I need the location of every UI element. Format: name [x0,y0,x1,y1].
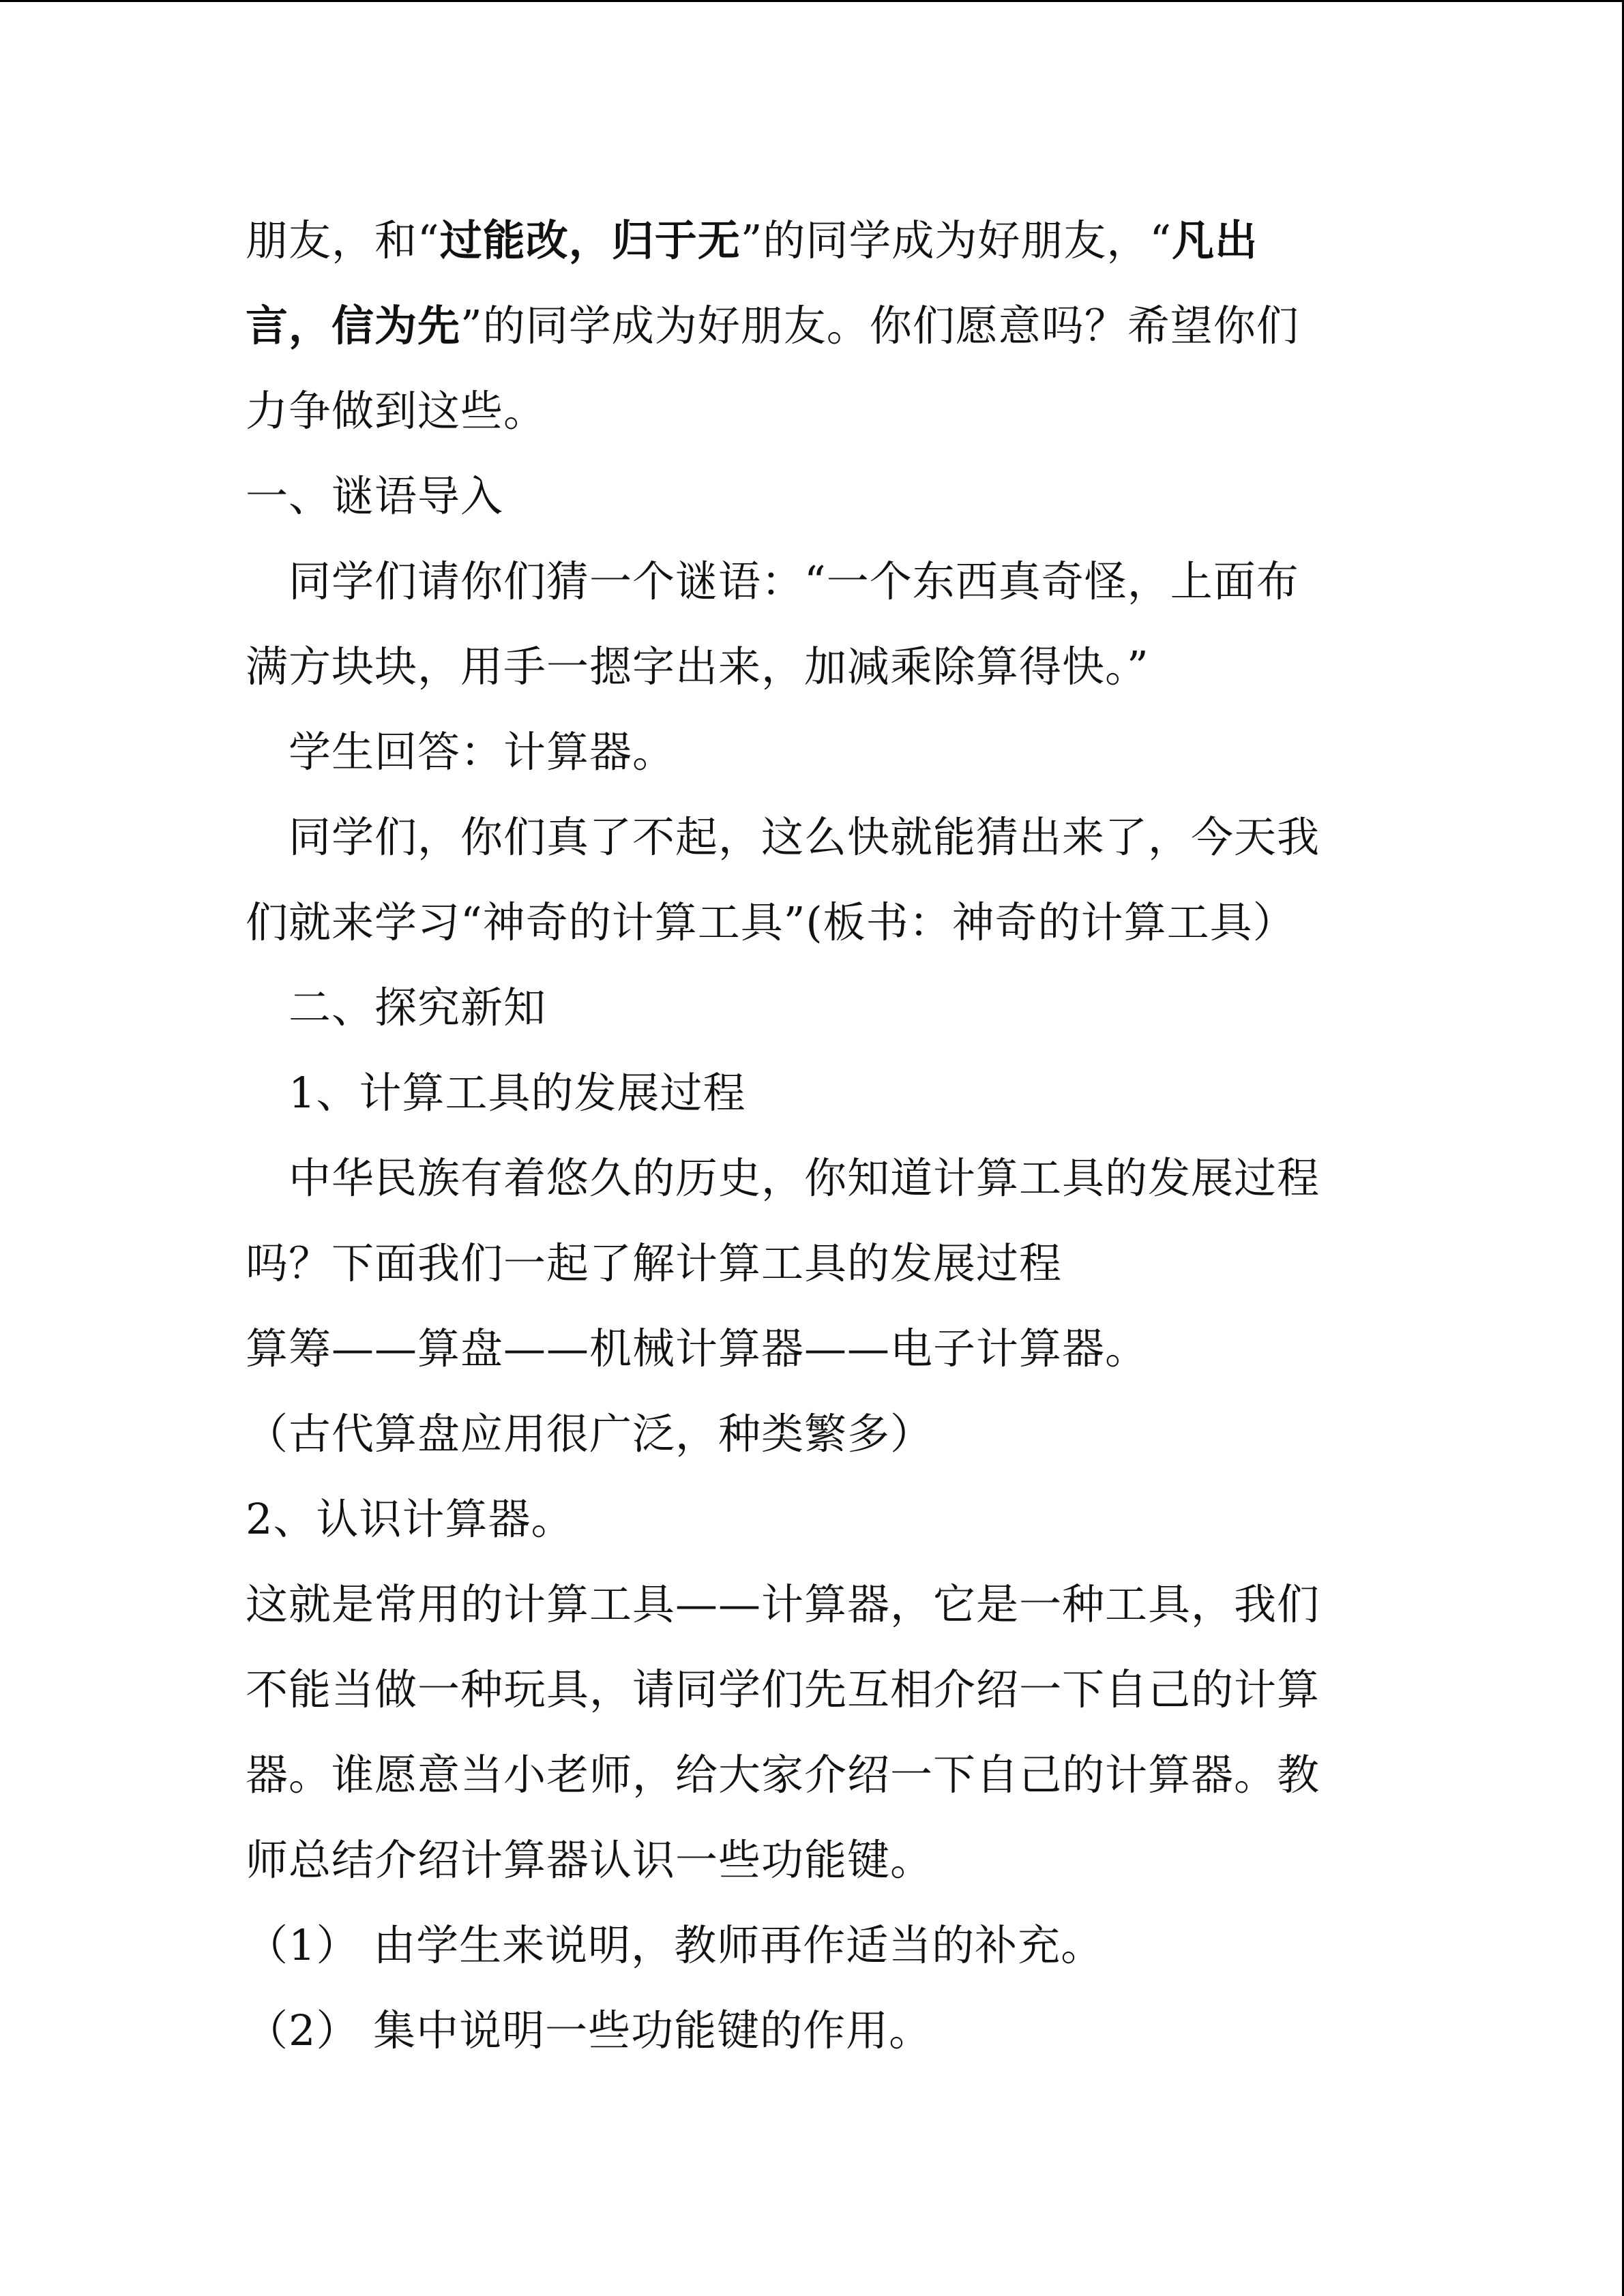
text-line [246,384,546,438]
section-heading [246,469,503,524]
text-segment: 同学们请你们猜一个谜语：“一个东西真奇怪，上面布 [246,556,1299,606]
text-segment: （2） 集中说明一些功能键的作用。 [246,2006,932,2055]
text-line [246,213,1258,268]
text-line [246,640,1149,694]
text-line [246,1577,1320,1632]
list-item [246,1918,1104,1973]
text-line [246,299,1299,353]
bold-phrase: 过能改，归于无 [439,215,741,265]
subsection-heading [246,1492,574,1547]
list-item [246,2003,932,2058]
text-segment: （1） 由学生来说明，教师再作适当的补充。 [246,1920,1104,1970]
text-segment: 二、探究新知 [246,983,547,1032]
text-segment: ”的同学成为好朋友。你们愿意吗？希望你们 [460,301,1299,351]
section-heading [246,981,546,1035]
text-line [246,810,1320,865]
text-segment: 中华民族有着悠久的历史，你知道计算工具的发展过程 [246,1153,1320,1203]
text-line [246,725,675,779]
text-segment: （古代算盘应用很广泛，种类繁多） [246,1409,934,1459]
text-segment: 吗？下面我们一起了解计算工具的发展过程 [246,1238,1063,1288]
text-segment: 力争做到这些。 [246,386,547,436]
text-line [246,1748,1320,1802]
text-segment: 师总结介绍计算器认识一些功能键。 [246,1835,934,1885]
subsection-heading [246,1066,745,1120]
bold-phrase: 凡出 [1172,215,1258,265]
text-segment: 不能当做一种玩具，请同学们先互相介绍一下自己的计算 [246,1665,1320,1714]
text-segment: 同学们，你们真了不起，这么快就能猜出来了，今天我 [246,812,1320,862]
text-segment: 们就来学习“神奇的计算工具”(板书：神奇的计算工具） [246,897,1296,947]
text-line [246,554,1299,609]
text-segment: 算筹——算盘——机械计算器——电子计算器。 [246,1324,1149,1373]
text-line [246,895,1296,950]
text-segment: 一、谜语导入 [246,471,504,521]
text-line [246,1322,1148,1376]
text-line [246,1663,1320,1717]
text-segment: 朋友，和“ [246,215,440,265]
text-segment: 满方块块，用手一摁字出来，加减乘除算得快。” [246,642,1149,691]
text-line [246,1833,933,1888]
text-segment: 学生回答：计算器。 [246,727,676,777]
bold-phrase: 言，信为先 [246,301,461,351]
text-segment: 这就是常用的计算工具——计算器，它是一种工具，我们 [246,1579,1320,1629]
text-line [246,1151,1320,1206]
text-segment: ”的同学成为好朋友，“ [740,215,1172,265]
text-segment: 2、认识计算器。 [246,1494,574,1544]
text-line [246,1236,1062,1291]
text-segment: 1、计算工具的发展过程 [246,1068,746,1118]
text-segment: 器。谁愿意当小老师，给大家介绍一下自己的计算器。教 [246,1750,1320,1800]
text-line [246,1407,933,1461]
